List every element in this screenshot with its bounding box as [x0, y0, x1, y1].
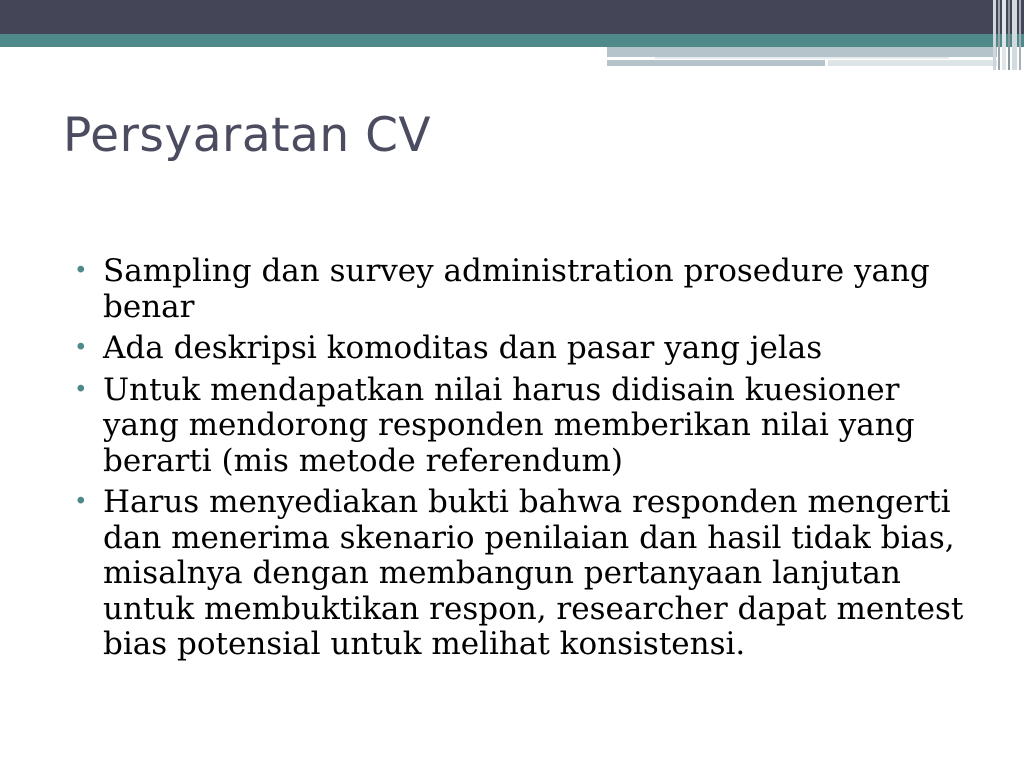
- bullet-icon: •: [74, 335, 88, 361]
- bullet-text: Harus menyediakan bukti bahwa responden mengerti dan menerima skenario penilaian dan hasil tidak bias, misalnya dengan membangun pertanyaan lanjutan untuk membuktikan respon, researcher dapat mentest bias potensial untuk melihat konsistensi.: [103, 484, 964, 662]
- bullet-icon: •: [74, 376, 88, 403]
- slide-title: Persyaratan CV: [63, 108, 432, 163]
- list-item: [72, 485, 972, 663]
- list-item: [72, 373, 972, 480]
- bullet-list: [72, 254, 972, 669]
- bullet-text: Sampling dan survey administration prosedure yang benar: [103, 253, 930, 325]
- bullet-text: Ada deskripsi komoditas dan pasar yang jelas: [103, 330, 823, 366]
- header-dark-band: [0, 0, 1024, 34]
- header-accent-bar-thin: [607, 60, 825, 66]
- list-item: [72, 331, 972, 367]
- bullet-icon: •: [74, 258, 88, 284]
- header-accent-bar-light: [828, 60, 997, 66]
- bullet-icon: •: [74, 489, 88, 515]
- bullet-text: Untuk mendapatkan nilai harus didisain kuesioner yang mendorong responden memberikan nilai yang berarti (mis metode referendum): [103, 371, 915, 479]
- list-item: [72, 254, 972, 325]
- header-accent-bar: [607, 47, 997, 57]
- header-teal-band: [0, 34, 1024, 47]
- header-edge-stripes: [993, 0, 1024, 70]
